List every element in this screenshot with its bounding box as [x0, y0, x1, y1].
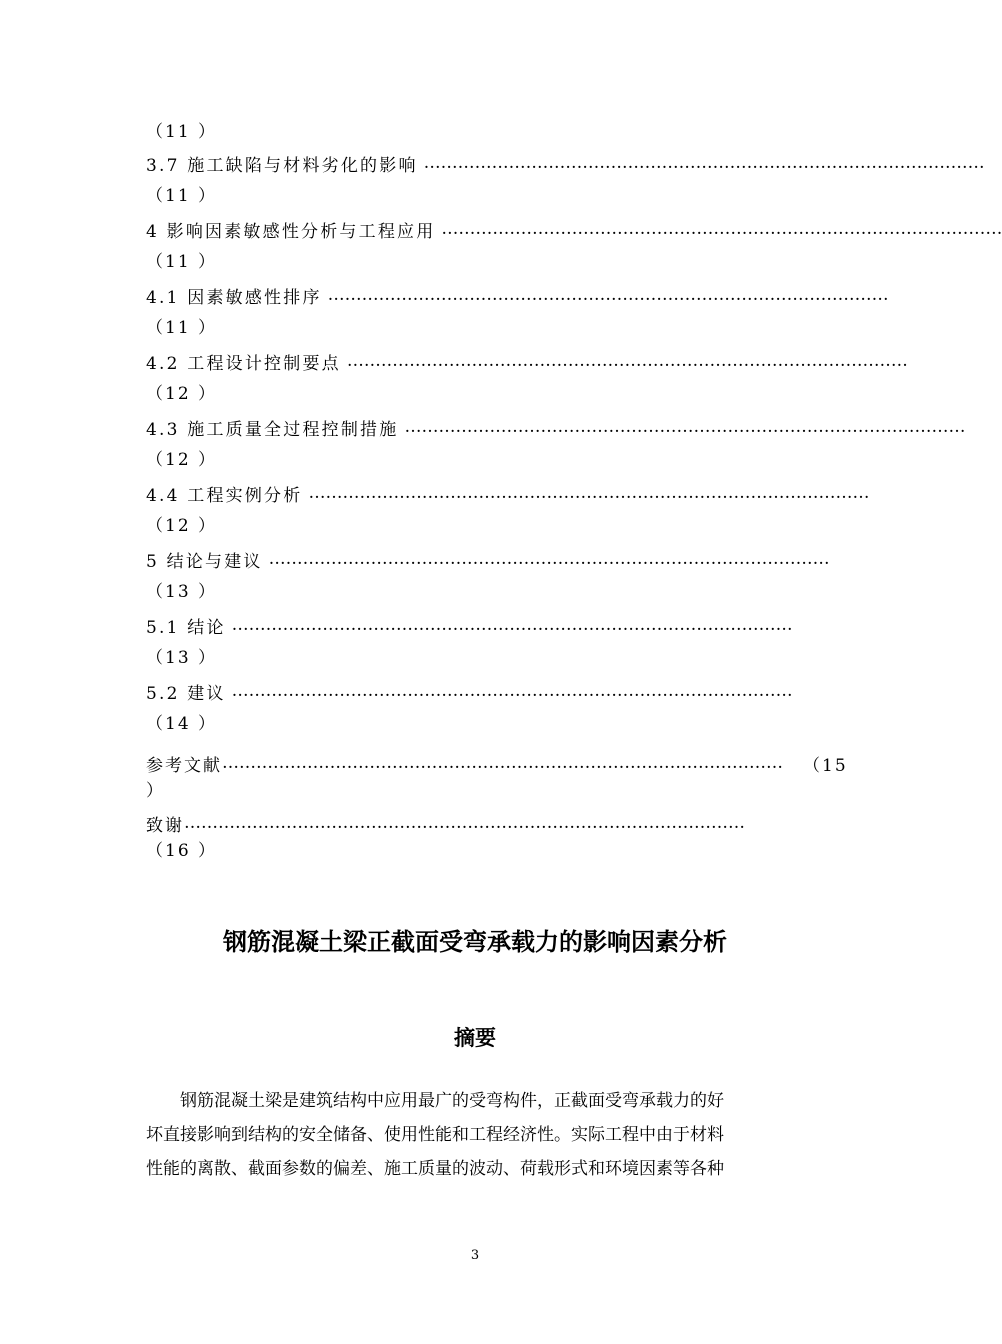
toc-entry-page: （12 ） — [146, 384, 218, 404]
toc-entry[interactable] — [146, 579, 806, 668]
toc-leader-dots: ……………………………………………………………………………………… — [423, 153, 985, 173]
toc-entry-title: 5.1 结论 — [146, 617, 226, 638]
toc-entry[interactable] — [146, 447, 870, 536]
toc-leader-dots: ……………………………………………………………………………………… — [327, 285, 889, 305]
toc-entry-page: （11 ） — [146, 186, 218, 206]
table-of-contents — [146, 117, 1002, 734]
toc-leader-dots: ……………………………………………………………………………………… — [184, 813, 745, 833]
toc-entry-page: （11 ） — [146, 318, 218, 338]
abstract-line: 钢筋混凝土梁是建筑结构中应用最广的受弯构件，正截面受弯承载力的好 — [180, 1091, 724, 1111]
toc-entry-title: 4.1 因素敏感性排序 — [146, 287, 322, 308]
toc-entry-title: 3.7 施工缺陷与材料劣化的影响 — [146, 155, 418, 176]
abstract-line: 坏直接影响到结构的安全储备、使用性能和工程经济性。实际工程中由于材料 — [146, 1125, 724, 1145]
toc-entry-title: 5 结论与建议 — [146, 551, 263, 572]
toc-leader-dots: ……………………………………………………………………………………… — [404, 417, 966, 437]
toc-entry-page: （15 — [803, 755, 848, 776]
toc-entry-page: （12 ） — [146, 450, 218, 470]
toc-entry-references[interactable] — [146, 748, 848, 804]
toc-continued-page-number: （11 ） — [146, 122, 218, 142]
toc-entry-title: 5.2 建议 — [146, 683, 226, 704]
toc-leader-dots: ……………………………………………………………………………………… — [308, 483, 870, 503]
toc-leader-dots: ……………………………………………………………………………………… — [441, 219, 1002, 239]
toc-entry[interactable] — [146, 249, 889, 338]
toc-entry[interactable] — [146, 381, 966, 470]
toc-leader-dots: ……………………………………………………………………………………… — [231, 681, 793, 701]
toc-entry-title: 4 影响因素敏感性分析与工程应用 — [146, 221, 436, 242]
toc-entry-page: （11 ） — [146, 252, 218, 272]
toc-entry-page-close: ） — [146, 781, 163, 801]
toc-entry-page: （14 ） — [146, 714, 218, 734]
toc-leader-dots: ……………………………………………………………………………………… — [268, 549, 830, 569]
toc-leader-dots: ……………………………………………………………………………………… — [346, 351, 908, 371]
toc-entry-acknowledgements[interactable] — [146, 808, 806, 864]
page-number: 3 — [470, 1248, 480, 1263]
abstract-line: 性能的离散、截面参数的偏差、施工质量的波动、荷载形式和环境因素等各种 — [146, 1159, 724, 1179]
document-title: 钢筋混凝土梁正截面受弯承载力的影响因素分析 — [223, 928, 727, 956]
toc-entry-title: 参考文献 — [146, 755, 222, 776]
toc-entry-page: （12 ） — [146, 516, 218, 536]
toc-entry-title: 致谢 — [146, 815, 184, 836]
toc-entry[interactable] — [146, 513, 830, 602]
abstract-body — [146, 1084, 806, 1186]
toc-entry-title: 4.3 施工质量全过程控制措施 — [146, 419, 399, 440]
abstract-heading: 摘要 — [454, 1026, 496, 1050]
toc-leader-dots: ……………………………………………………………………………………… — [231, 615, 793, 635]
toc-entry-page: （13 ） — [146, 582, 218, 602]
toc-entry[interactable] — [146, 117, 985, 206]
toc-entry[interactable] — [146, 183, 1002, 272]
toc-entry-title: 4.2 工程设计控制要点 — [146, 353, 341, 374]
toc-entry-title: 4.4 工程实例分析 — [146, 485, 303, 506]
toc-entry[interactable] — [146, 315, 908, 404]
toc-entry-page: （13 ） — [146, 648, 218, 668]
toc-entry-page: （16 ） — [146, 841, 218, 861]
toc-entry[interactable] — [146, 645, 806, 734]
toc-leader-dots: ……………………………………………………………………………………… — [222, 753, 783, 773]
